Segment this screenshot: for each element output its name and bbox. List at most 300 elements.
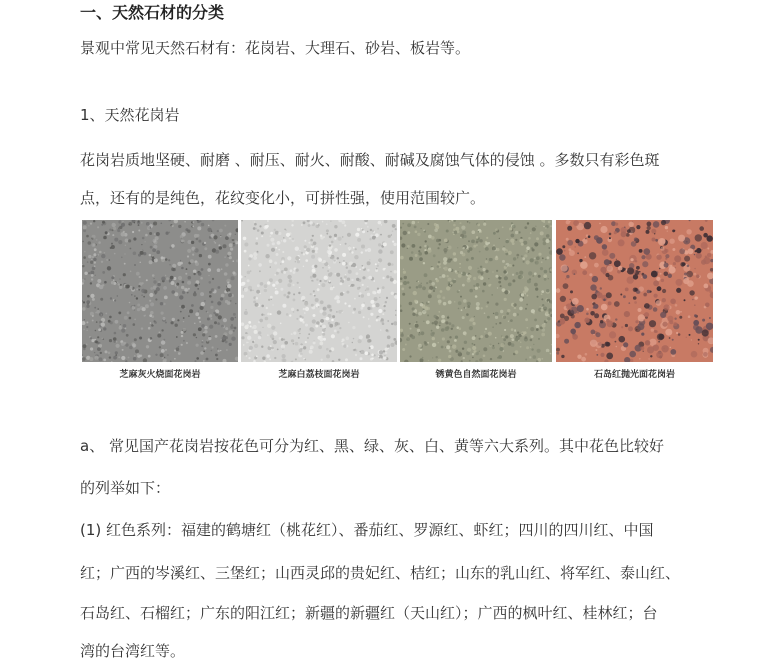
stone-speck bbox=[119, 278, 120, 279]
stone-speck bbox=[416, 286, 419, 289]
stone-speck bbox=[226, 349, 228, 351]
stone-speck bbox=[432, 267, 435, 270]
stone-speck bbox=[605, 342, 610, 347]
stone-speck bbox=[166, 231, 169, 234]
stone-speck bbox=[245, 309, 247, 311]
stone-speck bbox=[124, 342, 127, 345]
stone-speck bbox=[473, 245, 476, 248]
stone-speck bbox=[340, 292, 344, 296]
stone-speck bbox=[282, 354, 286, 358]
stone-speck bbox=[438, 311, 440, 313]
stone-speck bbox=[437, 247, 439, 249]
stone-speck bbox=[339, 327, 341, 329]
stone-speck bbox=[253, 325, 257, 329]
stone-speck bbox=[534, 272, 537, 275]
stone-speck bbox=[439, 276, 442, 279]
stone-speck bbox=[647, 347, 654, 354]
stone-speck bbox=[341, 220, 345, 224]
stone-speck bbox=[432, 322, 434, 324]
stone-speck bbox=[148, 355, 151, 358]
stone-speck bbox=[476, 302, 480, 306]
granite-sample-caption-2: 芝麻白荔枝面花岗岩 bbox=[278, 370, 360, 380]
stone-speck bbox=[169, 264, 171, 266]
stone-speck bbox=[536, 328, 539, 331]
stone-speck bbox=[520, 346, 522, 348]
stone-speck bbox=[272, 284, 275, 287]
stone-speck bbox=[99, 314, 101, 316]
stone-speck bbox=[233, 243, 235, 245]
stone-speck bbox=[457, 351, 460, 354]
stone-speck bbox=[472, 343, 474, 345]
stone-speck bbox=[200, 292, 204, 296]
stone-speck bbox=[171, 290, 175, 294]
stone-speck bbox=[378, 221, 382, 225]
stone-speck bbox=[243, 344, 245, 346]
stone-speck bbox=[400, 227, 402, 229]
stone-speck bbox=[415, 324, 419, 328]
stone-speck bbox=[446, 275, 448, 277]
stone-speck bbox=[481, 307, 483, 309]
stone-speck bbox=[176, 283, 179, 286]
stone-speck bbox=[667, 231, 668, 232]
stone-speck bbox=[278, 232, 281, 235]
stone-speck bbox=[614, 231, 617, 234]
stone-speck bbox=[329, 309, 332, 312]
stone-speck bbox=[395, 228, 397, 230]
stone-speck bbox=[387, 320, 389, 322]
stone-speck bbox=[548, 221, 551, 224]
stone-speck bbox=[89, 357, 93, 361]
stone-speck bbox=[189, 309, 193, 313]
stone-speck bbox=[137, 308, 140, 311]
stone-speck bbox=[152, 255, 154, 257]
stone-speck bbox=[114, 253, 116, 255]
stone-speck bbox=[168, 232, 170, 234]
stone-speck bbox=[598, 342, 602, 346]
stone-speck bbox=[476, 236, 479, 239]
stone-speck bbox=[426, 282, 428, 284]
stone-speck bbox=[526, 304, 528, 306]
stone-speck bbox=[516, 337, 519, 340]
stone-speck bbox=[327, 305, 331, 309]
stone-speck bbox=[365, 249, 367, 251]
stone-speck bbox=[188, 276, 192, 280]
stone-speck bbox=[230, 326, 233, 329]
stone-speck bbox=[105, 350, 108, 353]
stone-speck bbox=[171, 225, 173, 227]
stone-speck bbox=[627, 276, 634, 283]
stone-speck bbox=[130, 271, 132, 273]
stone-speck bbox=[271, 326, 275, 330]
stone-speck bbox=[519, 239, 523, 243]
stone-speck bbox=[221, 268, 223, 270]
stone-speck bbox=[244, 250, 247, 253]
stone-speck bbox=[148, 327, 151, 330]
stone-speck bbox=[431, 236, 435, 240]
stone-speck bbox=[526, 327, 528, 329]
stone-speck bbox=[693, 324, 699, 330]
stone-speck bbox=[665, 254, 669, 258]
stone-speck bbox=[313, 314, 316, 317]
granite-sample-image-3 bbox=[400, 220, 552, 362]
stone-speck bbox=[462, 272, 466, 276]
stone-speck bbox=[600, 287, 602, 289]
stone-speck bbox=[483, 223, 486, 226]
stone-speck bbox=[134, 319, 136, 321]
stone-speck bbox=[269, 358, 271, 360]
stone-speck bbox=[403, 269, 404, 270]
stone-speck bbox=[97, 336, 99, 338]
stone-speck bbox=[493, 313, 494, 314]
stone-speck bbox=[358, 311, 361, 314]
stone-speck bbox=[228, 293, 232, 297]
stone-speck bbox=[380, 329, 381, 330]
stone-speck bbox=[459, 267, 460, 268]
stone-speck bbox=[538, 253, 541, 256]
stone-speck bbox=[97, 279, 101, 283]
stone-speck bbox=[585, 238, 586, 239]
stone-speck bbox=[561, 265, 568, 272]
stone-speck bbox=[635, 320, 638, 323]
stone-speck bbox=[154, 278, 155, 279]
stone-speck bbox=[408, 335, 409, 336]
stone-speck bbox=[134, 295, 135, 296]
stone-speck bbox=[379, 358, 381, 360]
stone-speck bbox=[153, 222, 157, 226]
stone-speck bbox=[119, 326, 122, 329]
stone-speck bbox=[428, 360, 429, 361]
stone-speck bbox=[415, 230, 418, 233]
stone-speck bbox=[318, 258, 322, 262]
stone-speck bbox=[533, 355, 537, 359]
stone-speck bbox=[336, 273, 340, 277]
stone-speck bbox=[264, 289, 267, 292]
stone-speck bbox=[574, 273, 576, 275]
stone-speck bbox=[541, 358, 543, 360]
stone-speck bbox=[412, 221, 416, 225]
stone-speck bbox=[92, 298, 95, 301]
stone-speck bbox=[407, 248, 408, 249]
stone-speck bbox=[497, 287, 498, 288]
stone-speck bbox=[318, 284, 320, 286]
stone-speck bbox=[109, 316, 112, 319]
stone-speck bbox=[634, 237, 638, 241]
stone-speck bbox=[562, 245, 565, 248]
stone-speck bbox=[319, 337, 323, 341]
stone-speck bbox=[248, 257, 251, 260]
stone-speck bbox=[153, 280, 156, 283]
stone-speck bbox=[623, 342, 628, 347]
stone-speck bbox=[485, 242, 488, 245]
stone-speck bbox=[524, 331, 527, 334]
stone-speck bbox=[490, 358, 492, 360]
stone-speck bbox=[121, 329, 125, 333]
stone-speck bbox=[362, 284, 364, 286]
stone-speck bbox=[410, 328, 412, 330]
stone-speck bbox=[438, 359, 441, 362]
stone-speck bbox=[581, 357, 586, 362]
stone-speck bbox=[477, 223, 480, 226]
stone-speck bbox=[363, 302, 364, 303]
stone-speck bbox=[267, 313, 270, 316]
stone-speck bbox=[181, 305, 185, 309]
stone-speck bbox=[150, 302, 154, 306]
stone-speck bbox=[647, 226, 651, 230]
stone-speck bbox=[360, 350, 364, 354]
stone-speck bbox=[252, 341, 254, 343]
stone-speck bbox=[326, 229, 329, 232]
stone-speck bbox=[173, 277, 176, 280]
stone-speck bbox=[183, 340, 185, 342]
stone-speck bbox=[154, 321, 157, 324]
stone-speck bbox=[311, 244, 313, 246]
stone-speck bbox=[602, 244, 607, 249]
stone-speck bbox=[109, 259, 111, 261]
stone-speck bbox=[137, 304, 140, 307]
stone-speck bbox=[651, 328, 654, 331]
stone-speck bbox=[432, 344, 433, 345]
stone-speck bbox=[695, 250, 697, 252]
stone-speck bbox=[159, 332, 161, 334]
stone-speck bbox=[485, 247, 489, 251]
stone-speck bbox=[664, 272, 669, 277]
stone-speck bbox=[382, 286, 385, 289]
stone-speck bbox=[172, 264, 176, 268]
stone-speck bbox=[360, 307, 363, 310]
stone-speck bbox=[176, 287, 178, 289]
stone-speck bbox=[230, 317, 234, 321]
stone-speck bbox=[335, 273, 336, 274]
stone-speck bbox=[384, 355, 386, 357]
stone-speck bbox=[566, 220, 570, 224]
stone-speck bbox=[142, 237, 145, 240]
stone-speck bbox=[648, 358, 649, 359]
stone-speck bbox=[103, 338, 105, 340]
stone-speck bbox=[560, 314, 565, 319]
stone-speck bbox=[312, 319, 316, 323]
stone-speck bbox=[441, 328, 445, 332]
stone-speck bbox=[193, 270, 197, 274]
stone-speck bbox=[142, 307, 146, 311]
stone-speck bbox=[181, 267, 184, 270]
stone-speck bbox=[367, 261, 371, 265]
stone-speck bbox=[330, 221, 331, 222]
stone-speck bbox=[453, 224, 456, 227]
stone-speck bbox=[84, 272, 87, 275]
stone-speck bbox=[276, 272, 279, 275]
stone-speck bbox=[522, 257, 525, 260]
stone-speck bbox=[92, 243, 96, 247]
stone-speck bbox=[345, 274, 346, 275]
stone-speck bbox=[116, 341, 118, 343]
stone-speck bbox=[206, 339, 208, 341]
stone-speck bbox=[248, 286, 252, 290]
stone-speck bbox=[188, 288, 190, 290]
stone-speck bbox=[463, 247, 465, 249]
stone-speck bbox=[379, 350, 383, 354]
stone-speck bbox=[277, 268, 281, 272]
stone-speck bbox=[104, 281, 107, 284]
stone-speck bbox=[211, 288, 215, 292]
stone-speck bbox=[707, 253, 711, 257]
stone-speck bbox=[273, 331, 277, 335]
stone-speck bbox=[286, 313, 289, 316]
stone-speck bbox=[342, 253, 346, 257]
stone-speck bbox=[524, 254, 527, 257]
stone-speck bbox=[656, 300, 662, 306]
stone-speck bbox=[372, 291, 375, 294]
stone-speck bbox=[138, 220, 140, 222]
section-title: 一、天然石材的分类 bbox=[80, 3, 225, 22]
stone-speck bbox=[705, 256, 707, 258]
stone-speck bbox=[355, 248, 357, 250]
stone-speck bbox=[377, 288, 379, 290]
stone-speck bbox=[120, 284, 122, 286]
stone-speck bbox=[686, 229, 691, 234]
stone-speck bbox=[534, 258, 536, 260]
stone-speck bbox=[88, 225, 89, 226]
stone-speck bbox=[298, 355, 299, 356]
stone-speck bbox=[162, 317, 165, 320]
stone-speck bbox=[531, 247, 533, 249]
stone-speck bbox=[641, 255, 645, 259]
stone-speck bbox=[541, 309, 544, 312]
stone-speck bbox=[504, 329, 506, 331]
stone-speck bbox=[126, 285, 130, 289]
stone-speck bbox=[519, 231, 521, 233]
stone-speck bbox=[284, 341, 288, 345]
stone-speck bbox=[329, 350, 332, 353]
stone-speck bbox=[138, 285, 140, 287]
intro-paragraph: 景观中常见天然石材有：花岗岩、大理石、砂岩、板岩等。 bbox=[80, 39, 471, 57]
stone-speck bbox=[367, 286, 369, 288]
stone-speck bbox=[198, 272, 202, 276]
stone-speck bbox=[299, 333, 301, 335]
stone-speck bbox=[523, 261, 525, 263]
stone-speck bbox=[152, 248, 156, 252]
stone-speck bbox=[250, 270, 252, 272]
stone-speck bbox=[633, 296, 637, 300]
stone-speck bbox=[372, 230, 374, 232]
stone-speck bbox=[308, 242, 310, 244]
stone-speck bbox=[458, 301, 462, 305]
stone-speck bbox=[529, 356, 531, 358]
stone-speck bbox=[706, 323, 713, 330]
stone-speck bbox=[535, 262, 536, 263]
stone-speck bbox=[564, 250, 566, 252]
stone-speck bbox=[644, 306, 645, 307]
stone-speck bbox=[326, 348, 329, 351]
stone-speck bbox=[443, 257, 447, 261]
stone-speck bbox=[504, 276, 508, 280]
stone-speck bbox=[513, 313, 517, 317]
stone-speck bbox=[383, 305, 385, 307]
stone-speck bbox=[257, 284, 260, 287]
stone-speck bbox=[346, 291, 349, 294]
stone-speck bbox=[150, 287, 153, 290]
stone-speck bbox=[353, 308, 356, 311]
granite-sample-image-1 bbox=[82, 220, 238, 362]
stone-speck bbox=[541, 261, 543, 263]
stone-speck bbox=[214, 242, 216, 244]
stone-speck bbox=[304, 312, 306, 314]
stone-speck bbox=[225, 263, 228, 266]
stone-speck bbox=[274, 357, 276, 359]
stone-speck bbox=[103, 327, 106, 330]
stone-speck bbox=[369, 238, 371, 240]
stone-speck bbox=[193, 293, 197, 297]
stone-speck bbox=[490, 284, 492, 286]
stone-speck bbox=[229, 243, 233, 247]
stone-speck bbox=[90, 337, 92, 339]
stone-speck bbox=[299, 287, 301, 289]
stone-speck bbox=[424, 245, 427, 248]
stone-speck bbox=[230, 300, 231, 301]
stone-speck bbox=[337, 300, 341, 304]
stone-speck bbox=[277, 349, 279, 351]
stone-speck bbox=[625, 288, 629, 292]
stone-speck bbox=[90, 282, 92, 284]
stone-speck bbox=[313, 290, 315, 292]
stone-speck bbox=[94, 352, 95, 353]
stone-speck bbox=[153, 245, 157, 249]
stone-speck bbox=[322, 333, 325, 336]
stone-speck bbox=[149, 232, 152, 235]
stone-speck bbox=[282, 260, 284, 262]
stone-speck bbox=[180, 260, 181, 261]
stone-speck bbox=[349, 285, 350, 286]
stone-speck bbox=[688, 248, 694, 254]
stone-speck bbox=[86, 326, 88, 328]
stone-speck bbox=[424, 341, 427, 344]
stone-speck bbox=[472, 357, 474, 359]
stone-speck bbox=[188, 315, 190, 317]
stone-speck bbox=[651, 229, 656, 234]
stone-speck bbox=[303, 346, 306, 349]
stone-speck bbox=[95, 275, 96, 276]
stone-speck bbox=[432, 357, 433, 358]
stone-speck bbox=[658, 238, 665, 245]
stone-speck bbox=[429, 286, 433, 290]
stone-speck bbox=[281, 240, 282, 241]
stone-speck bbox=[521, 333, 522, 334]
stone-speck bbox=[421, 331, 425, 335]
stone-speck bbox=[187, 249, 191, 253]
stone-speck bbox=[270, 345, 272, 347]
stone-speck bbox=[382, 277, 384, 279]
stone-speck bbox=[373, 280, 375, 282]
stone-speck bbox=[591, 330, 596, 335]
stone-speck bbox=[694, 314, 697, 317]
stone-speck bbox=[145, 241, 146, 242]
stone-speck bbox=[118, 312, 121, 315]
stone-speck bbox=[496, 270, 498, 272]
stone-speck bbox=[684, 299, 686, 301]
stone-speck bbox=[214, 321, 217, 324]
stone-speck bbox=[179, 295, 183, 299]
stone-speck bbox=[271, 347, 274, 350]
stone-speck bbox=[161, 312, 164, 315]
stone-speck bbox=[370, 358, 373, 361]
stone-speck bbox=[348, 270, 352, 274]
stone-speck bbox=[467, 279, 471, 283]
stone-speck bbox=[172, 268, 176, 272]
stone-speck bbox=[330, 287, 333, 290]
stone-speck bbox=[616, 259, 617, 260]
stone-speck bbox=[97, 347, 101, 351]
stone-speck bbox=[468, 240, 470, 242]
stone-speck bbox=[334, 225, 337, 228]
